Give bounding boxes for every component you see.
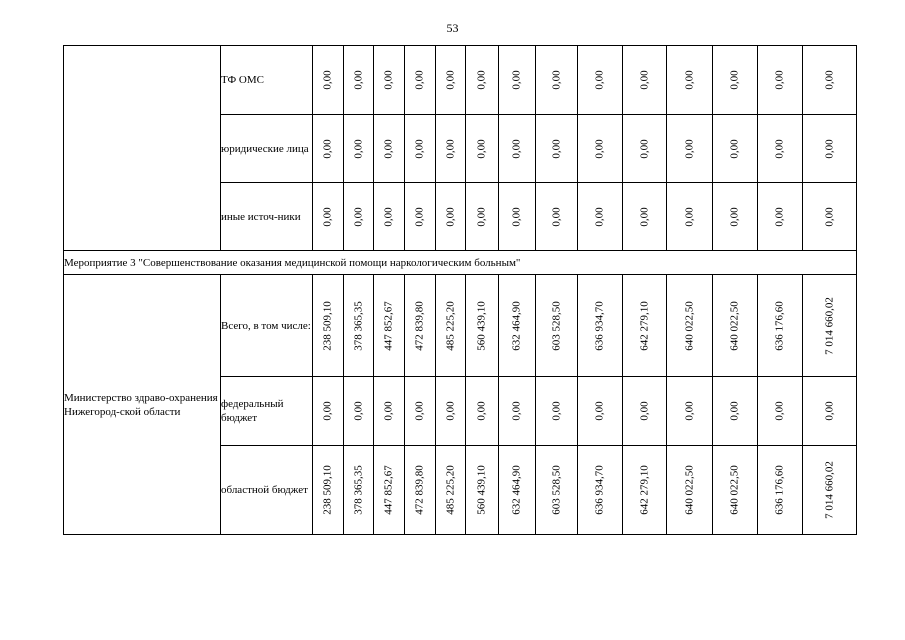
value-cell (313, 377, 344, 446)
value-text: 0,00 (382, 206, 395, 227)
executor-cell: Министерство здраво-охранения Нижегород-ской области (64, 275, 221, 535)
value-text: 0,00 (413, 138, 426, 159)
value-text: 0,00 (823, 401, 835, 421)
value-cell (374, 115, 405, 183)
value-cell (405, 446, 436, 535)
executor-cell (64, 46, 221, 251)
value-cell (667, 446, 713, 535)
value-text: 0,00 (638, 206, 650, 227)
value-cell (499, 377, 536, 446)
value-text: 0,00 (382, 401, 395, 421)
value-cell (466, 115, 499, 183)
value-cell (578, 46, 623, 115)
value-cell (713, 377, 758, 446)
value-cell (713, 446, 758, 535)
value-text: 0,00 (510, 70, 523, 90)
value-cell (536, 446, 578, 535)
value-text: 636 934,70 (593, 465, 606, 515)
value-cell (313, 183, 344, 251)
value-text: 0,00 (550, 138, 562, 159)
value-text: 0,00 (352, 206, 364, 227)
value-text: 0,00 (321, 206, 334, 227)
value-text: 0,00 (475, 70, 488, 90)
value-text: 378 365,35 (352, 465, 364, 515)
value-text: 0,00 (352, 401, 364, 421)
value-cell (436, 183, 466, 251)
value-cell (578, 183, 623, 251)
bottom-block (64, 275, 857, 535)
funding-source: областной бюджет (221, 446, 313, 535)
funding-source: ТФ ОМС (221, 46, 313, 115)
value-cell (374, 377, 405, 446)
value-cell (758, 275, 803, 377)
value-cell (578, 377, 623, 446)
value-text: 560 439,10 (475, 300, 488, 351)
value-text: 0,00 (593, 70, 606, 90)
value-cell (758, 115, 803, 183)
value-cell (803, 446, 857, 535)
value-cell (405, 183, 436, 251)
value-cell (623, 46, 667, 115)
value-text: 560 439,10 (475, 465, 488, 515)
value-cell (374, 183, 405, 251)
value-cell (499, 183, 536, 251)
value-text: 632 464,90 (510, 465, 523, 515)
funding-table (63, 45, 857, 535)
value-cell (536, 46, 578, 115)
value-cell (803, 115, 857, 183)
value-text: 0,00 (510, 138, 523, 159)
value-cell (344, 446, 374, 535)
value-cell (499, 275, 536, 377)
value-text: 0,00 (321, 138, 334, 159)
value-cell (313, 446, 344, 535)
value-cell (578, 115, 623, 183)
value-text: 0,00 (352, 70, 364, 90)
value-text: 447 852,67 (382, 300, 395, 351)
value-text: 485 225,20 (444, 300, 456, 351)
value-cell (536, 115, 578, 183)
value-cell (667, 275, 713, 377)
value-text: 0,00 (638, 70, 650, 90)
value-text: 0,00 (413, 206, 426, 227)
value-cell (667, 46, 713, 115)
value-text: 0,00 (475, 138, 488, 159)
value-text: 636 176,60 (773, 300, 786, 351)
value-cell (536, 183, 578, 251)
value-cell (405, 275, 436, 377)
value-text: 640 022,50 (728, 300, 741, 351)
table-row (64, 275, 857, 377)
value-text: 0,00 (728, 401, 741, 421)
value-text: 0,00 (550, 401, 562, 421)
activity-title: Мероприятие 3 "Совершенствование оказания медицинской помощи наркологическим больным" (64, 251, 857, 275)
funding-source: иные источ-ники (221, 183, 313, 251)
value-text: 636 176,60 (773, 465, 786, 515)
value-text: 0,00 (683, 138, 695, 159)
value-cell (667, 115, 713, 183)
funding-source: Всего, в том числе: (221, 275, 313, 377)
value-text: 603 528,50 (550, 465, 562, 515)
value-cell (344, 183, 374, 251)
value-text: 0,00 (728, 70, 741, 90)
value-cell (713, 46, 758, 115)
value-text: 0,00 (475, 401, 488, 421)
value-cell (344, 377, 374, 446)
value-text: 378 365,35 (352, 300, 364, 351)
value-text: 0,00 (475, 206, 488, 227)
funding-source: юридические лица (221, 115, 313, 183)
value-cell (313, 46, 344, 115)
value-text: 0,00 (728, 138, 741, 159)
value-cell (466, 275, 499, 377)
value-cell (713, 115, 758, 183)
value-text: 0,00 (413, 401, 426, 421)
value-text: 0,00 (510, 401, 523, 421)
value-cell (436, 115, 466, 183)
value-text: 0,00 (823, 138, 835, 159)
value-cell (436, 446, 466, 535)
value-cell (578, 446, 623, 535)
value-text: 603 528,50 (550, 300, 562, 351)
value-cell (758, 46, 803, 115)
value-text: 472 839,80 (413, 300, 426, 351)
funding-source: федеральный бюджет (221, 377, 313, 446)
value-cell (536, 377, 578, 446)
value-text: 238 509,10 (321, 465, 334, 515)
value-text: 640 022,50 (683, 465, 695, 515)
value-text: 0,00 (444, 138, 456, 159)
value-cell (405, 377, 436, 446)
value-cell (713, 275, 758, 377)
value-text: 238 509,10 (321, 300, 334, 351)
value-cell (803, 377, 857, 446)
value-text: 0,00 (593, 206, 606, 227)
value-cell (623, 183, 667, 251)
value-text: 642 279,10 (638, 300, 650, 351)
value-text: 0,00 (728, 206, 741, 227)
value-cell (374, 275, 405, 377)
value-text: 0,00 (773, 206, 786, 227)
value-cell (466, 377, 499, 446)
value-text: 0,00 (382, 70, 395, 90)
value-text: 0,00 (638, 138, 650, 159)
value-text: 0,00 (683, 206, 695, 227)
value-cell (436, 46, 466, 115)
value-text: 632 464,90 (510, 300, 523, 351)
value-text: 0,00 (683, 401, 695, 421)
value-cell (313, 275, 344, 377)
value-text: 0,00 (773, 401, 786, 421)
value-text: 7 014 660,02 (823, 296, 835, 355)
value-cell (623, 377, 667, 446)
value-cell (623, 115, 667, 183)
value-cell (758, 377, 803, 446)
value-text: 0,00 (550, 206, 562, 227)
value-text: 485 225,20 (444, 465, 456, 515)
value-cell (466, 46, 499, 115)
value-cell (374, 46, 405, 115)
value-cell (803, 46, 857, 115)
value-cell (344, 275, 374, 377)
value-cell (499, 115, 536, 183)
value-text: 472 839,80 (413, 465, 426, 515)
value-cell (405, 46, 436, 115)
value-text: 0,00 (444, 401, 456, 421)
value-text: 642 279,10 (638, 465, 650, 515)
value-text: 0,00 (352, 138, 364, 159)
value-text: 0,00 (823, 70, 835, 90)
value-cell (758, 446, 803, 535)
value-text: 0,00 (382, 138, 395, 159)
page-number: 53 (446, 21, 459, 35)
value-cell (758, 183, 803, 251)
value-text: 0,00 (413, 70, 426, 90)
value-cell (578, 275, 623, 377)
value-text: 0,00 (550, 70, 562, 90)
value-cell (499, 46, 536, 115)
value-cell (803, 183, 857, 251)
activity-block (64, 251, 857, 275)
value-text: 0,00 (444, 70, 456, 90)
value-text: 447 852,67 (382, 465, 395, 515)
top-block (64, 46, 857, 251)
value-cell (623, 275, 667, 377)
value-cell (313, 115, 344, 183)
value-text: 636 934,70 (593, 300, 606, 351)
table-row (64, 46, 857, 115)
value-text: 0,00 (593, 401, 606, 421)
value-text: 0,00 (510, 206, 523, 227)
value-cell (344, 46, 374, 115)
value-cell (466, 183, 499, 251)
value-text: 0,00 (683, 70, 695, 90)
value-text: 0,00 (321, 70, 334, 90)
value-cell (667, 377, 713, 446)
value-text: 640 022,50 (728, 465, 741, 515)
value-cell (344, 115, 374, 183)
value-cell (436, 275, 466, 377)
value-text: 0,00 (593, 138, 606, 159)
value-cell (667, 183, 713, 251)
value-cell (374, 446, 405, 535)
value-text: 0,00 (444, 206, 456, 227)
value-text: 0,00 (638, 401, 650, 421)
value-text: 0,00 (823, 206, 835, 227)
value-cell (466, 446, 499, 535)
value-text: 0,00 (773, 70, 786, 90)
value-text: 7 014 660,02 (823, 461, 835, 519)
value-cell (405, 115, 436, 183)
value-cell (436, 377, 466, 446)
value-cell (803, 275, 857, 377)
value-cell (499, 446, 536, 535)
value-cell (536, 275, 578, 377)
value-text: 0,00 (773, 138, 786, 159)
value-cell (713, 183, 758, 251)
value-cell (623, 446, 667, 535)
value-text: 0,00 (321, 401, 334, 421)
value-text: 640 022,50 (683, 300, 695, 351)
